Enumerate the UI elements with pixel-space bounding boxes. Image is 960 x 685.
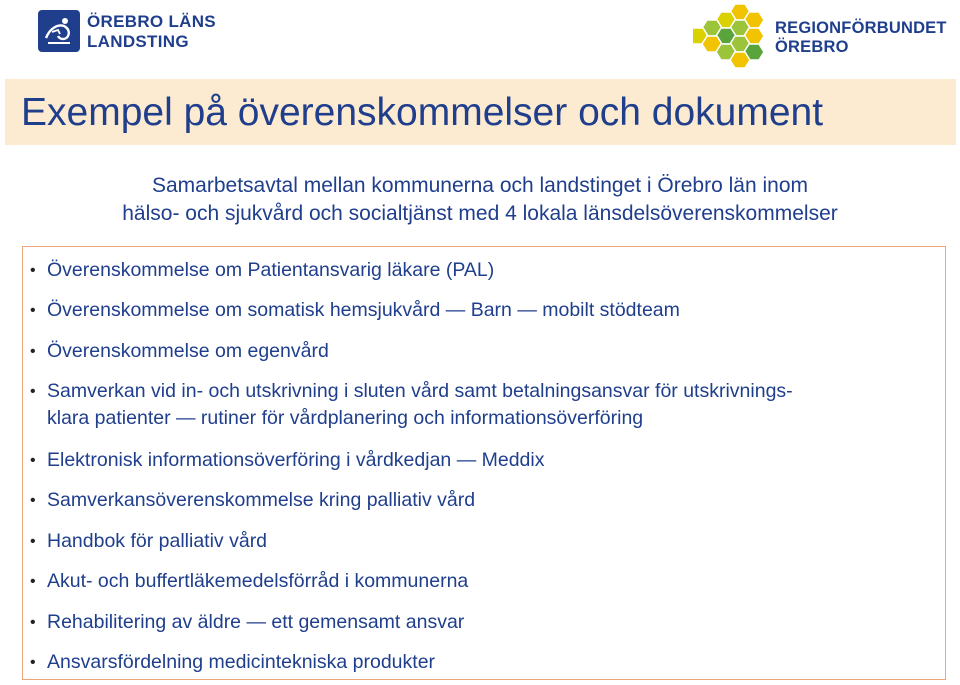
- list-item-text: Ansvarsfördelning medicintekniska produkter: [47, 651, 436, 673]
- list-item-text: Elektronisk informationsöverföring i vårdkedjan — Meddix: [47, 449, 545, 471]
- subtitle-line2: hälso- och sjukvård och socialtjänst med 4 lokala länsdelsöverenskommelser: [122, 202, 838, 225]
- bullet: •: [30, 452, 36, 469]
- landsting-emblem-icon: [38, 10, 80, 52]
- regionforbundet-name-line1: REGIONFÖRBUNDET: [775, 19, 947, 37]
- list-item-text: Överenskommelse om somatisk hemsjukvård — Barn — mobilt stödteam: [47, 299, 680, 321]
- bullet: •: [30, 492, 36, 509]
- slide-subtitle: [0, 172, 960, 228]
- title-band: [5, 79, 956, 145]
- list-item-text: Handbok för palliativ vård: [47, 530, 268, 552]
- list-item-text: Överenskommelse om egenvård: [47, 340, 329, 362]
- bullet: •: [30, 262, 36, 279]
- agreements-box: [22, 246, 946, 680]
- list-item-text: Överenskommelse om Patientansvarig läkare (PAL): [47, 259, 495, 281]
- landsting-name-line1: ÖREBRO LÄNS: [87, 12, 216, 31]
- bullet: •: [30, 573, 36, 590]
- bullet: •: [30, 654, 36, 671]
- subtitle-line1: Samarbetsavtal mellan kommunerna och landstinget i Örebro län inom: [152, 174, 808, 197]
- landsting-name: [87, 12, 216, 52]
- list-item-text: Rehabilitering av äldre — ett gemensamt ansvar: [47, 611, 465, 633]
- list-item-text: [47, 378, 793, 432]
- regionforbundet-name: [775, 19, 947, 57]
- bullet: •: [30, 614, 36, 631]
- hexagon-cluster-icon: [693, 2, 771, 68]
- list-item-text: Akut- och buffertläkemedelsförråd i kommunerna: [47, 570, 469, 592]
- orebro-lans-landsting-logo: [38, 10, 216, 56]
- slide-title: Exempel på överenskommelser och dokument: [21, 91, 824, 134]
- bullet: •: [30, 343, 36, 360]
- regionforbundet-name-line2: ÖREBRO: [775, 38, 849, 56]
- regionforbundet-orebro-logo: [693, 2, 953, 72]
- list-item-line2: klara patienter — rutiner för vårdplanering och informationsöverföring: [47, 407, 644, 429]
- bullet: •: [30, 383, 36, 400]
- landsting-name-line2: LANDSTING: [87, 32, 189, 51]
- bullet: •: [30, 533, 36, 550]
- list-item-text: Samverkansöverenskommelse kring palliativ vård: [47, 489, 476, 511]
- list-item-line1: Samverkan vid in- och utskrivning i sluten vård samt betalningsansvar för utskrivnings-: [47, 380, 793, 402]
- bullet: •: [30, 302, 36, 319]
